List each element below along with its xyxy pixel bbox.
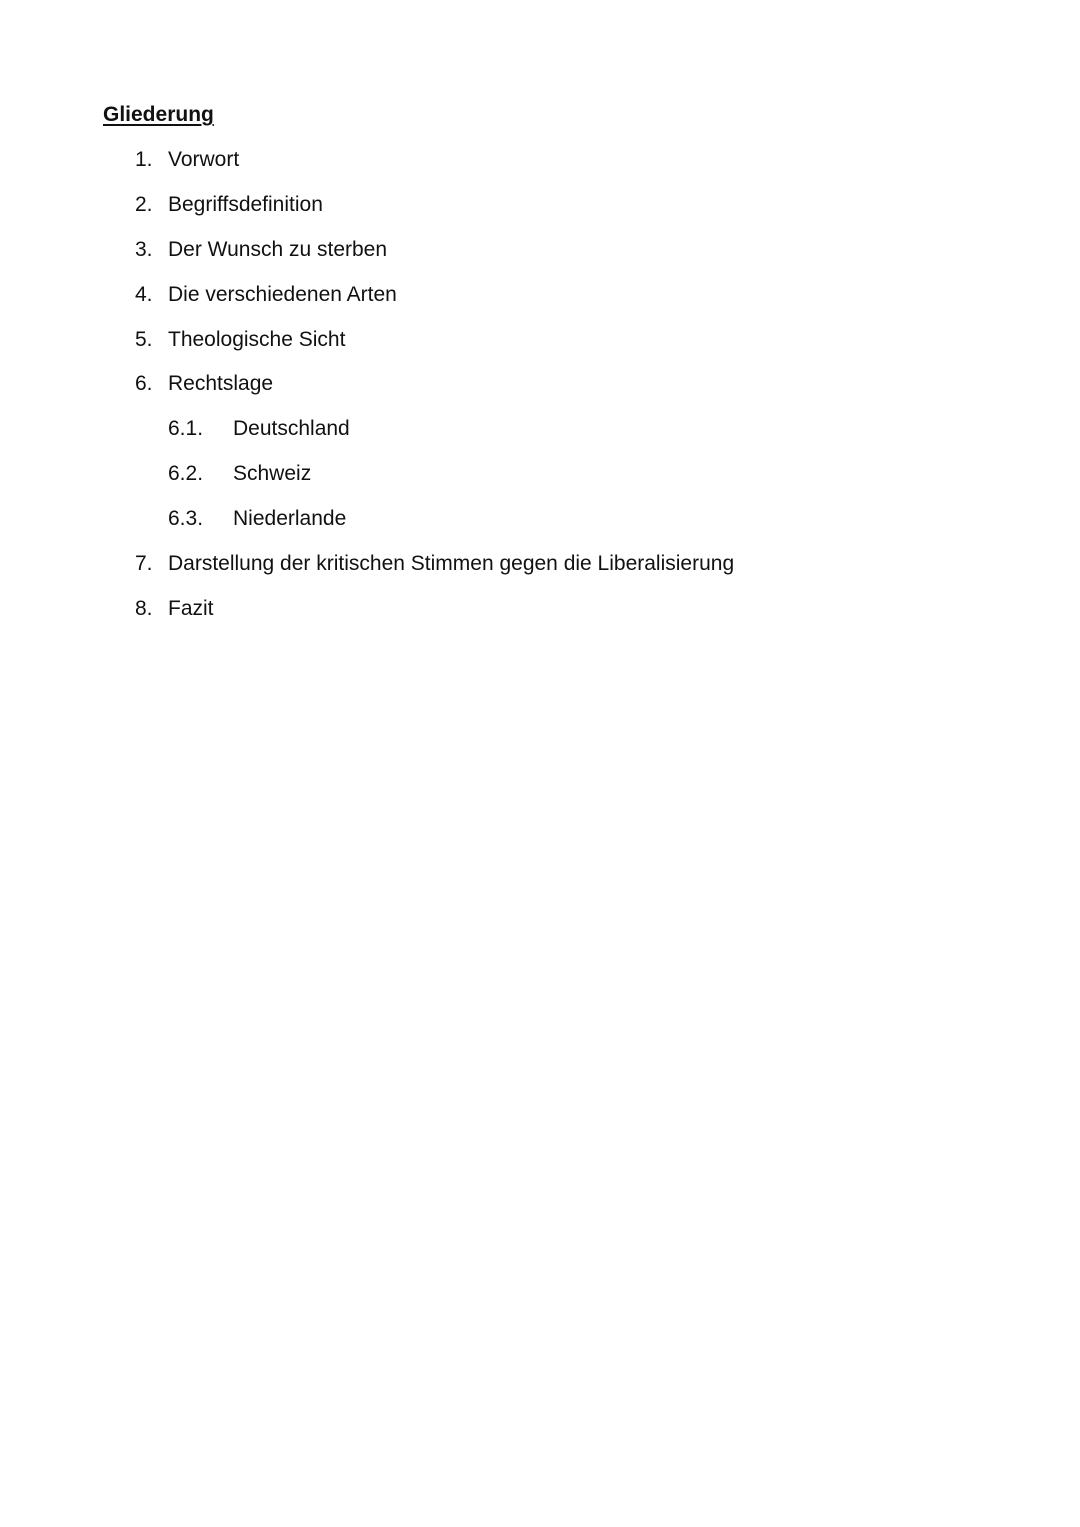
page-title: Gliederung xyxy=(103,103,214,126)
toc-item-label: Darstellung der kritischen Stimmen gegen die Liberalisierung xyxy=(168,552,735,575)
toc-item-label: Begriffsdefinition xyxy=(168,193,323,216)
toc-item-number: 5. xyxy=(135,328,153,351)
toc-item-number: 6. xyxy=(135,372,153,395)
toc-item-number: 6.1. xyxy=(168,417,204,440)
toc-item-label: Schweiz xyxy=(233,462,312,485)
toc-item-label: Die verschiedenen Arten xyxy=(168,283,397,306)
toc-item-label: Rechtslage xyxy=(168,372,274,395)
toc-item-number: 6.2. xyxy=(168,462,204,485)
toc-item-label: Niederlande xyxy=(233,507,347,530)
toc-item-number: 8. xyxy=(135,597,153,620)
toc-item-number: 7. xyxy=(135,552,153,575)
toc-item-number: 2. xyxy=(135,193,153,216)
toc-item-label: Deutschland xyxy=(233,417,350,440)
toc-item-label: Vorwort xyxy=(168,148,240,171)
toc-item-number: 4. xyxy=(135,283,153,306)
toc-item-label: Theologische Sicht xyxy=(168,328,346,351)
toc-item-number: 3. xyxy=(135,238,153,261)
toc-item-number: 1. xyxy=(135,148,153,171)
toc-item-number: 6.3. xyxy=(168,507,204,530)
toc-item-label: Fazit xyxy=(168,597,214,620)
toc-item-label: Der Wunsch zu sterben xyxy=(168,238,388,261)
